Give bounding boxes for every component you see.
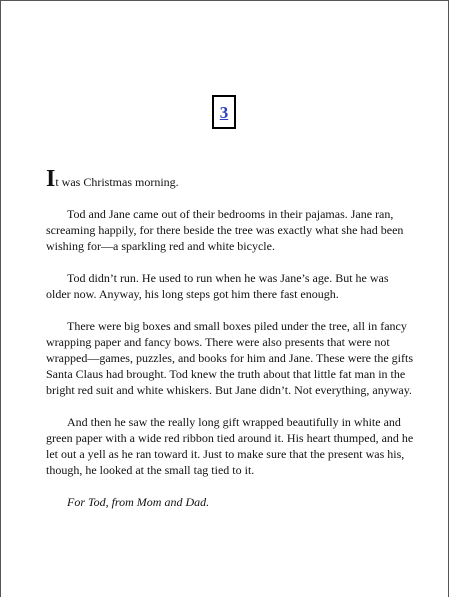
story-paragraph: Tod didn’t run. He used to run when he was Jane’s age. But he was older now. Anyway, his long steps got him there fast enough. [46, 271, 389, 301]
chapter-number-link[interactable]: 3 [219, 102, 229, 122]
chapter-number-box [212, 95, 236, 129]
story-paragraph: There were big boxes and small boxes piled under the tree, all in fancy wrapping paper and fancy bows. There were also presents that were not wrapped—games, puzzles, and books for him and Jane. These were the gifts Santa Claus had brought. Tod knew the truth about that little fat man in the bright red suit and white whiskers. But Jane didn’t. Not everything, anyway. [46, 319, 414, 397]
story-paragraph: Tod and Jane came out of their bedrooms in their pajamas. Jane ran, screaming happily, for there beside the tree was exactly what she had been wishing for—a sparkling red and white bicycle. [46, 207, 404, 253]
story-text [46, 166, 416, 526]
drop-cap-initial: I [46, 166, 56, 192]
story-paragraph: And then he saw the really long gift wrapped beautifully in white and green paper with a wide red ribbon tied around it. His heart thumped, and he let out a yell as he ran toward it. Just to make sure that the present was his, though, he looked at the small tag tied to it. [46, 415, 414, 477]
gift-tag-text: For Tod, from Mom and Dad. [67, 495, 210, 509]
opening-paragraph [46, 166, 416, 192]
opening-sentence: t was Christmas morning. [55, 175, 179, 189]
